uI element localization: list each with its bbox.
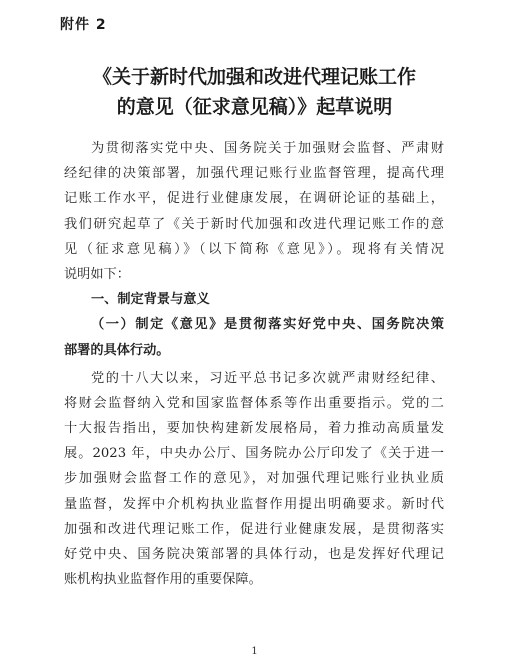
document-body <box>64 136 444 592</box>
body-line: 加强和改进代理记账工作，促进行业健康发展，是贯彻落实 <box>64 521 444 537</box>
attachment-label: 附件 2 <box>60 17 107 33</box>
subsection-heading-line: 部署的具体行动。 <box>64 342 170 358</box>
body-line: 展。2023 年，中央办公厅、国务院办公厅印发了《关于进一 <box>64 446 444 462</box>
body-line: 账机构执业监督作用的重要保障。 <box>64 572 262 588</box>
body-line: 我们研究起草了《关于新时代加强和改进代理记账工作的意 <box>64 216 444 232</box>
document-title-line-1: 《关于新时代加强和改进代理记账工作 <box>92 66 416 88</box>
document-title-line-2: 的意见（征求意见稿）》起草说明 <box>116 96 393 118</box>
subsection-heading <box>64 312 444 362</box>
body-line: 量监督，发挥中介机构执业监督作用提出明确要求。新时代 <box>64 496 444 512</box>
body-line: 说明如下： <box>64 266 130 282</box>
body-line: 好党中央、国务院决策部署的具体行动，也是发挥好代理记 <box>64 547 444 562</box>
body-line: 步加强财会监督工作的意见》，对加强代理记账行业执业质 <box>64 471 444 487</box>
body-line: 十大报告指出，要加快构建新发展格局，着力推动高质量发 <box>64 421 444 437</box>
subsection-heading-line: （一）制定《意见》是贯彻落实好党中央、国务院决策 <box>91 317 444 333</box>
page-number: 1 <box>251 646 258 657</box>
body-line: 记账工作水平，促进行业健康发展，在调研论证的基础上， <box>64 191 444 207</box>
body-line: 见（征求意见稿）》（以下简称《意见》）。现将有关情况 <box>64 241 444 257</box>
body-line: 为贯彻落实党中央、国务院关于加强财会监督、严肃财 <box>91 141 444 156</box>
intro-paragraph <box>64 136 444 287</box>
body-line: 党的十八大以来，习近平总书记多次就严肃财经纪律、 <box>91 370 444 386</box>
background-paragraph <box>64 366 444 593</box>
body-line: 将财会监督纳入党和国家监督体系等作出重要指示。党的二 <box>64 395 444 411</box>
body-line: 经纪律的决策部署，加强代理记账行业监督管理，提高代理 <box>64 166 444 182</box>
section-heading: 一、制定背景与意义 <box>91 292 210 308</box>
